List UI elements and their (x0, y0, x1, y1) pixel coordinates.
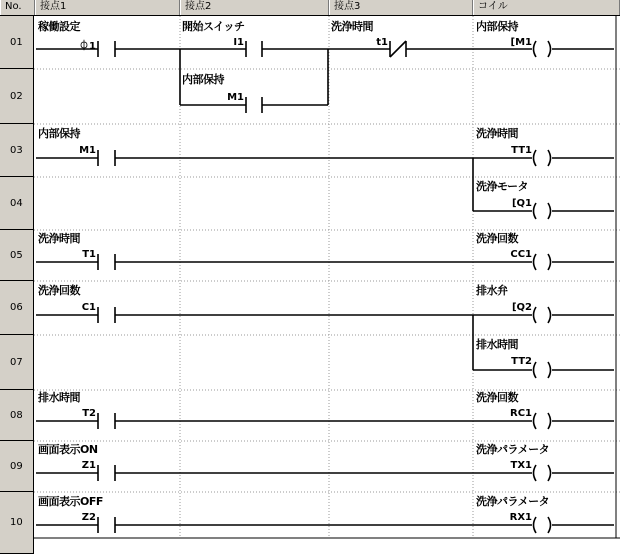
coil-address[interactable]: RC1 (510, 408, 532, 419)
contact-address[interactable]: M1 (79, 145, 96, 156)
coil-address[interactable]: [Q1 (511, 198, 532, 209)
contact-label[interactable]: 稼働設定 (38, 20, 80, 33)
coil-label[interactable]: 洗浄パラメータ (476, 495, 550, 508)
coil-address[interactable]: RX1 (509, 512, 532, 523)
contact-address[interactable]: ⏀1 (79, 41, 96, 52)
header-contact2[interactable]: 接点2 (180, 0, 329, 15)
contact-address[interactable]: t1 (376, 37, 388, 48)
row-number[interactable]: 05 (0, 230, 34, 281)
contact-address[interactable]: T1 (82, 249, 96, 260)
contact-address[interactable]: M1 (227, 92, 244, 103)
row-number[interactable]: 07 (0, 335, 34, 390)
contact-label[interactable]: 開始スイッチ (182, 20, 245, 33)
coil-address[interactable]: TT1 (511, 145, 532, 156)
header-no[interactable]: No. (0, 0, 35, 15)
contact-label[interactable]: 排水時間 (38, 391, 80, 404)
coil-address[interactable]: CC1 (510, 249, 532, 260)
coil-label[interactable]: 洗浄パラメータ (476, 443, 550, 456)
contact-label[interactable]: 洗浄時間 (331, 20, 373, 33)
row-number[interactable]: 09 (0, 441, 34, 492)
contact-label[interactable]: 画面表示ON (38, 443, 98, 456)
coil-address[interactable]: TX1 (510, 460, 532, 471)
row-number[interactable]: 10 (0, 492, 34, 554)
contact-address[interactable]: C1 (81, 302, 96, 313)
coil-address[interactable]: [M1 (510, 37, 532, 48)
header-coil[interactable]: コイル (473, 0, 620, 15)
row-number[interactable]: 02 (0, 69, 34, 124)
contact-label[interactable]: 内部保持 (38, 127, 80, 140)
coil-label[interactable]: 洗浄回数 (476, 391, 518, 404)
contact-address[interactable]: I1 (233, 37, 244, 48)
contact-label[interactable]: 洗浄時間 (38, 232, 80, 245)
coil-address[interactable]: TT2 (511, 356, 532, 367)
coil-label[interactable]: 洗浄時間 (476, 127, 518, 140)
row-number[interactable]: 04 (0, 177, 34, 230)
contact-label[interactable]: 画面表示OFF (38, 495, 103, 508)
coil-label[interactable]: 洗浄モータ (476, 180, 529, 193)
row-number[interactable]: 08 (0, 390, 34, 441)
row-number[interactable]: 03 (0, 124, 34, 177)
contact-address[interactable]: Z1 (81, 460, 96, 471)
contact-address[interactable]: T2 (82, 408, 96, 419)
header-contact3[interactable]: 接点3 (329, 0, 473, 15)
contact-label[interactable]: 内部保持 (182, 73, 224, 86)
coil-label[interactable]: 洗浄回数 (476, 232, 518, 245)
contact-address[interactable]: Z2 (81, 512, 96, 523)
row-number[interactable]: 06 (0, 281, 34, 335)
coil-label[interactable]: 排水時間 (476, 338, 518, 351)
row-number[interactable]: 01 (0, 16, 34, 69)
coil-label[interactable]: 内部保持 (476, 20, 518, 33)
coil-label[interactable]: 排水弁 (476, 284, 508, 297)
coil-address[interactable]: [Q2 (511, 302, 532, 313)
contact-label[interactable]: 洗浄回数 (38, 284, 80, 297)
header-contact1[interactable]: 接点1 (35, 0, 180, 15)
